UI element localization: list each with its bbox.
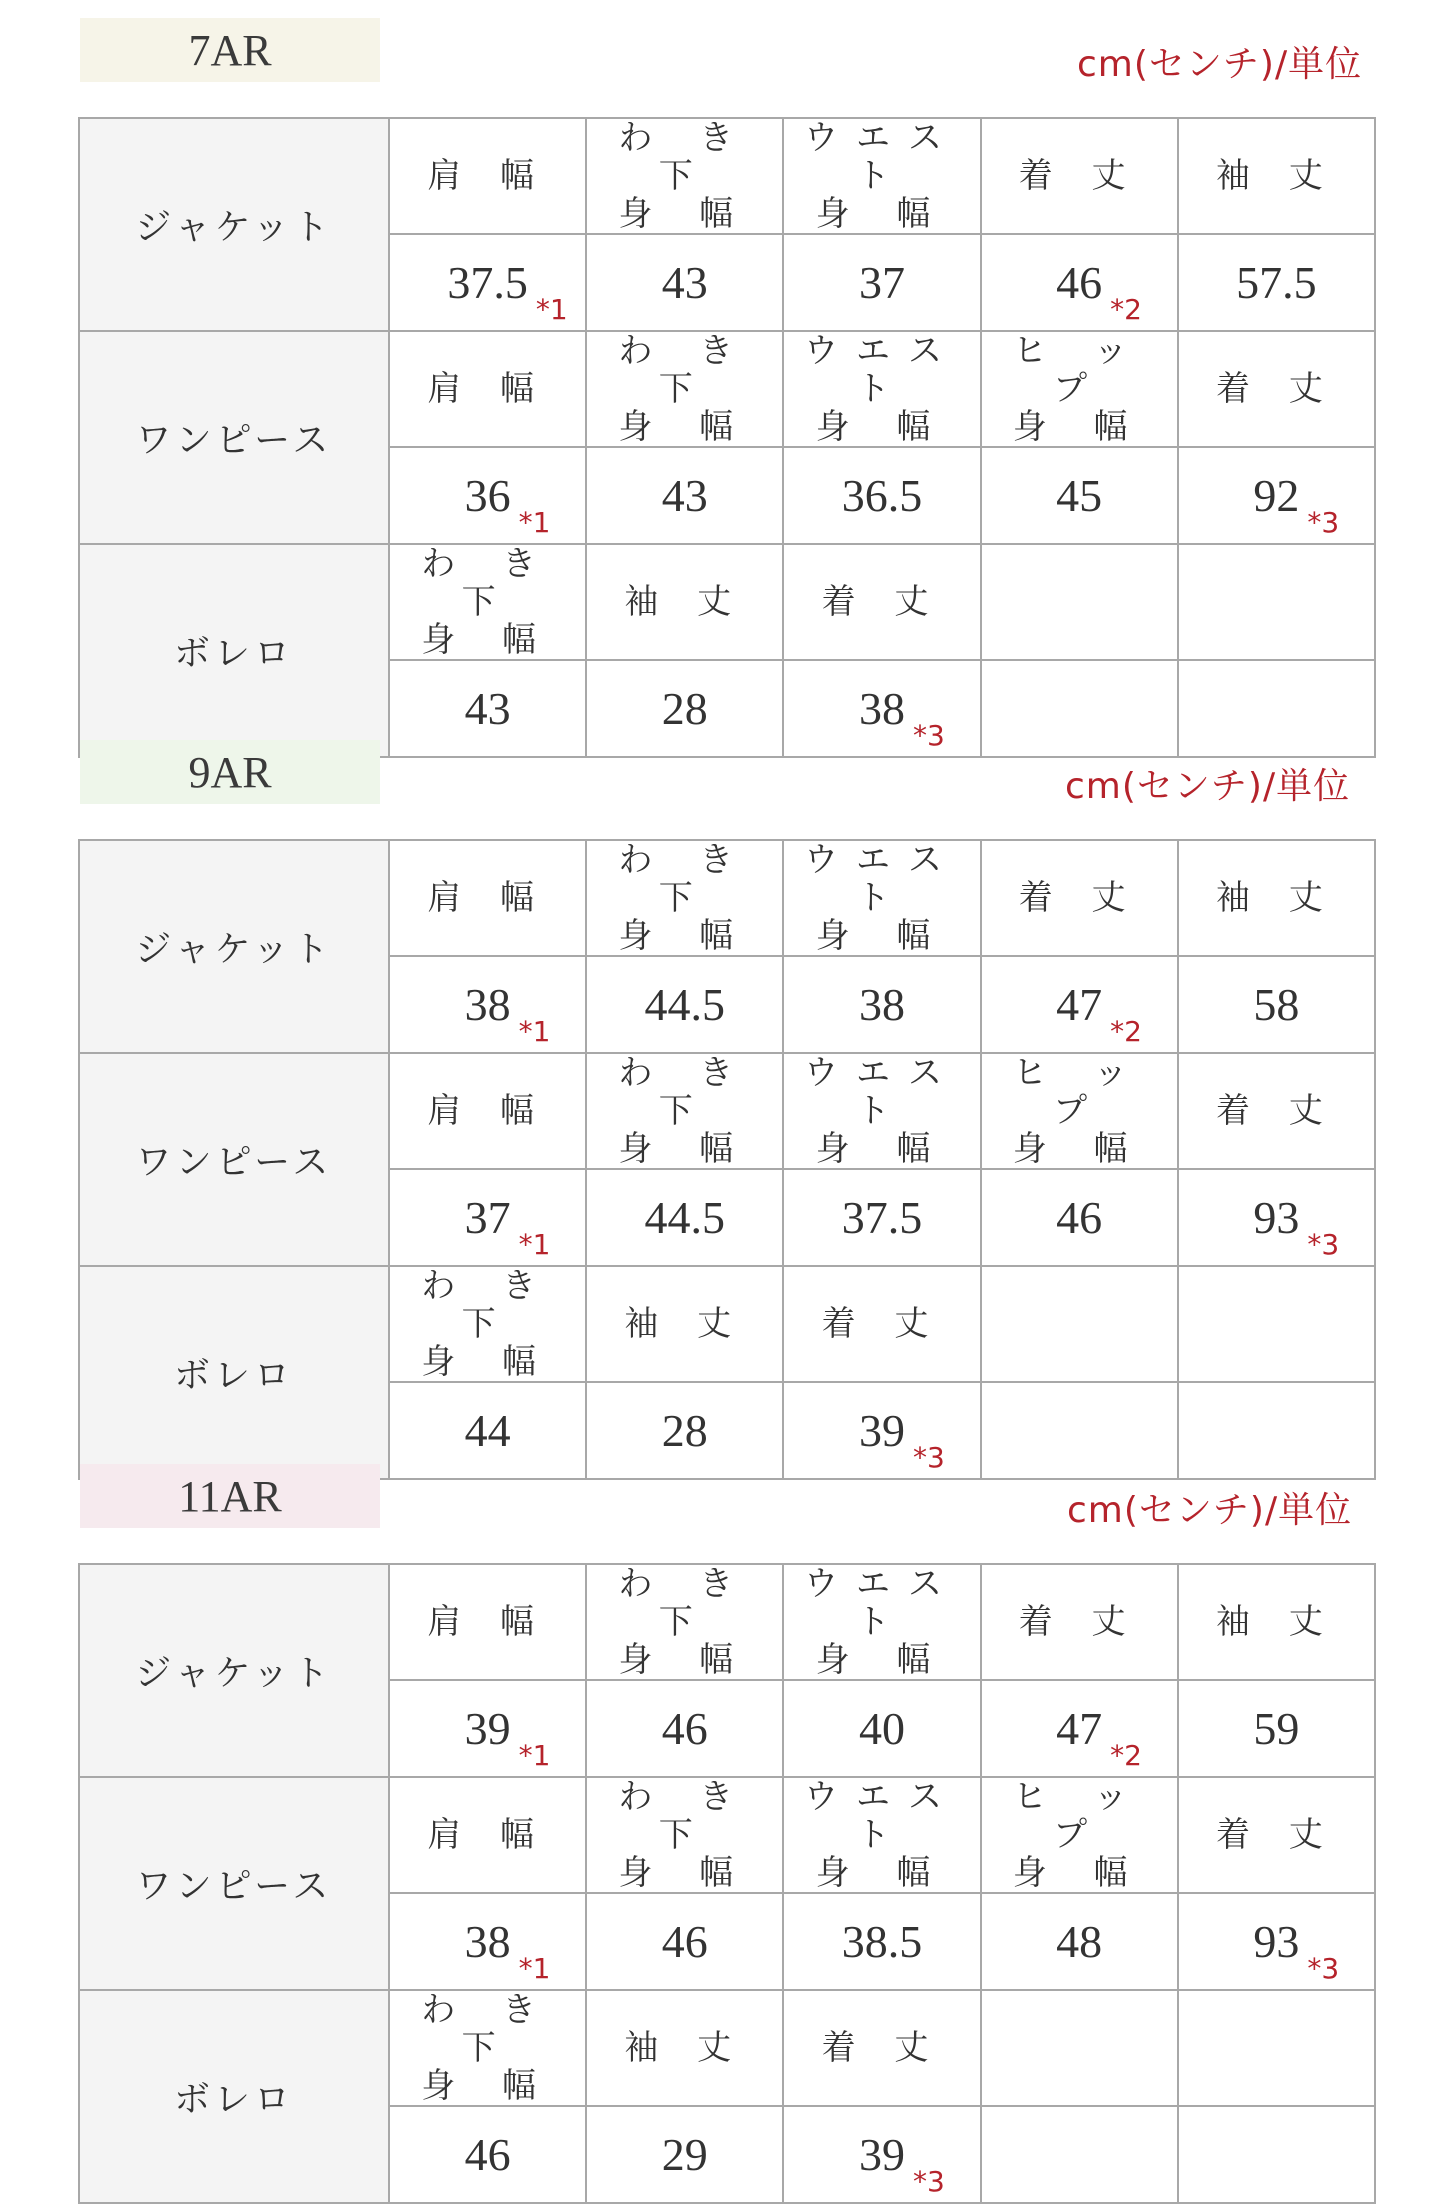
header-text: 袖 丈: [1215, 1602, 1337, 1642]
measurement-value: 46: [661, 1703, 708, 1754]
measurement-header: [783, 544, 980, 660]
header-text: わ き 下: [618, 1564, 752, 1642]
header-row: [79, 544, 1375, 660]
measurement-value: 40: [858, 1703, 905, 1754]
header-text: 着 丈: [821, 582, 943, 622]
measurement-header: [389, 118, 586, 234]
measurement-header: [981, 1990, 1178, 2106]
header-text: ウエスト: [803, 1777, 960, 1855]
measurement-value: 38 *1: [464, 1916, 551, 1985]
measurement-value-cell: [1178, 1382, 1375, 1479]
header-text: 身 幅: [618, 1640, 752, 1680]
footnote-marker: *2: [1110, 1015, 1142, 1048]
header-row: [79, 1266, 1375, 1382]
measurement-value-cell: [586, 1893, 783, 1990]
measurement-value-cell: [389, 234, 586, 331]
measurement-header: [783, 1564, 980, 1680]
measurement-header: [586, 1564, 783, 1680]
measurement-header: [1178, 118, 1375, 234]
measurement-header: [981, 1564, 1178, 1680]
measurement-value: 92 *3: [1253, 470, 1340, 539]
measurement-header: [389, 1053, 586, 1169]
measurement-value: 36.5: [841, 470, 923, 521]
unit-label: cm(センチ)/単位: [1077, 44, 1363, 85]
size-label: 9AR: [80, 740, 380, 804]
measurement-value-cell: [981, 1680, 1178, 1777]
measurement-value-cell: [783, 1893, 980, 1990]
header-text: ヒ ッ プ: [1012, 1053, 1146, 1131]
header-row: [79, 840, 1375, 956]
measurement-table: [78, 1563, 1376, 2204]
header-text: 肩 幅: [427, 1815, 548, 1855]
measurement-value-cell: [783, 2106, 980, 2203]
measurement-table: [78, 839, 1376, 1480]
measurement-header: [389, 840, 586, 956]
measurement-header: [783, 331, 980, 447]
header-text: 肩 幅: [427, 1091, 548, 1131]
measurement-value-cell: [586, 234, 783, 331]
header-text: 着 丈: [821, 1304, 943, 1344]
header-text: 身 幅: [421, 1342, 554, 1382]
header-text: 身 幅: [815, 194, 949, 234]
header-text: わ き 下: [421, 544, 554, 622]
footnote-marker: *3: [1307, 1228, 1340, 1261]
measurement-value-cell: [783, 956, 980, 1053]
measurement-value: 37.5 *1: [447, 257, 568, 326]
unit-label: cm(センチ)/単位: [1067, 1490, 1353, 1531]
header-text: 身 幅: [618, 407, 752, 447]
header-row: [79, 1777, 1375, 1893]
garment-category: ボレロ: [79, 544, 389, 757]
header-text: 着 丈: [1215, 369, 1337, 409]
header-text: ウエスト: [803, 1564, 960, 1642]
measurement-header: [783, 1266, 980, 1382]
measurement-value-cell: [1178, 660, 1375, 757]
measurement-value-cell: [389, 1169, 586, 1266]
garment-category: ジャケット: [79, 118, 389, 331]
measurement-value: 47 *2: [1056, 979, 1142, 1048]
measurement-value: 36 *1: [464, 470, 551, 539]
measurement-value-cell: [783, 234, 980, 331]
measurement-value: 38 *3: [858, 683, 945, 752]
measurement-header: [389, 544, 586, 660]
header-text: 袖 丈: [1215, 156, 1337, 196]
footnote-marker: *1: [518, 1952, 551, 1985]
measurement-header: [981, 840, 1178, 956]
header-text: 身 幅: [815, 1640, 949, 1680]
garment-category: ボレロ: [79, 1990, 389, 2203]
header-text: 身 幅: [618, 1853, 752, 1893]
measurement-value-cell: [586, 956, 783, 1053]
measurement-header: [586, 118, 783, 234]
measurement-header: [783, 1053, 980, 1169]
header-text: わ き 下: [421, 1990, 554, 2068]
measurement-value-cell: [389, 660, 586, 757]
measurement-header: [1178, 1053, 1375, 1169]
header-text: 身 幅: [815, 407, 949, 447]
measurement-header: [981, 544, 1178, 660]
header-text: 肩 幅: [427, 1602, 548, 1642]
measurement-value-cell: [1178, 956, 1375, 1053]
header-row: [79, 331, 1375, 447]
measurement-header: [586, 1990, 783, 2106]
measurement-header: [586, 331, 783, 447]
measurement-value-cell: [981, 1893, 1178, 1990]
measurement-header: [981, 1777, 1178, 1893]
size-label: 7AR: [80, 18, 380, 82]
measurement-header: [783, 840, 980, 956]
header-text: ウエスト: [803, 331, 960, 409]
header-text: 肩 幅: [427, 156, 548, 196]
header-text: 着 丈: [821, 2028, 943, 2068]
measurement-value: 43: [661, 470, 708, 521]
header-text: 着 丈: [1018, 1602, 1140, 1642]
measurement-value-cell: [389, 1680, 586, 1777]
header-text: 身 幅: [815, 1853, 949, 1893]
measurement-value-cell: [783, 1680, 980, 1777]
size-label: 11AR: [80, 1464, 380, 1528]
measurement-value-cell: [1178, 2106, 1375, 2203]
measurement-value: 46 *2: [1056, 257, 1142, 326]
measurement-value: 93 *3: [1253, 1916, 1340, 1985]
footnote-marker: *3: [912, 719, 945, 752]
measurement-value-cell: [1178, 1893, 1375, 1990]
footnote-marker: *1: [518, 506, 551, 539]
measurement-header: [586, 1777, 783, 1893]
garment-category: ジャケット: [79, 840, 389, 1053]
measurement-header: [981, 1053, 1178, 1169]
measurement-header: [586, 840, 783, 956]
header-text: わ き 下: [618, 1777, 752, 1855]
measurement-header: [783, 118, 980, 234]
measurement-value-cell: [783, 660, 980, 757]
measurement-header: [389, 331, 586, 447]
header-text: わ き 下: [618, 1053, 752, 1131]
measurement-value: 28: [661, 683, 708, 734]
measurement-value: 57.5: [1236, 257, 1317, 308]
measurement-header: [389, 1266, 586, 1382]
unit-label: cm(センチ)/単位: [1065, 766, 1351, 807]
measurement-header: [1178, 1564, 1375, 1680]
footnote-marker: *2: [1110, 1739, 1142, 1772]
measurement-value: 45: [1056, 470, 1103, 521]
measurement-header: [783, 1990, 980, 2106]
header-text: 身 幅: [618, 916, 752, 956]
footnote-marker: *3: [1307, 1952, 1340, 1985]
measurement-value: 28: [661, 1405, 708, 1456]
measurement-header: [389, 1990, 586, 2106]
measurement-header: [586, 1266, 783, 1382]
measurement-header: [1178, 1777, 1375, 1893]
measurement-value: 44.5: [644, 979, 726, 1030]
measurement-header: [389, 1777, 586, 1893]
measurement-value: 43: [464, 683, 511, 734]
measurement-header: [981, 118, 1178, 234]
garment-category: ワンピース: [79, 1053, 389, 1266]
measurement-value-cell: [586, 1382, 783, 1479]
header-text: 着 丈: [1018, 878, 1140, 918]
footnote-marker: *3: [1307, 506, 1340, 539]
header-text: わ き 下: [618, 118, 752, 196]
measurement-value-cell: [586, 1169, 783, 1266]
footnote-marker: *2: [1110, 293, 1142, 326]
measurement-value: 37: [858, 257, 905, 308]
measurement-value: 46: [464, 2129, 511, 2180]
measurement-value-cell: [389, 447, 586, 544]
footnote-marker: *3: [912, 2165, 945, 2198]
header-text: わ き 下: [618, 840, 752, 918]
header-text: 袖 丈: [624, 582, 746, 622]
header-text: 身 幅: [815, 916, 949, 956]
header-text: 身 幅: [815, 1129, 949, 1169]
measurement-value-cell: [1178, 447, 1375, 544]
header-text: ヒ ッ プ: [1012, 1777, 1146, 1855]
measurement-value-cell: [1178, 1680, 1375, 1777]
measurement-value: 46: [1056, 1192, 1103, 1243]
header-text: 着 丈: [1018, 156, 1140, 196]
footnote-marker: *3: [912, 1441, 945, 1474]
footnote-marker: *1: [535, 293, 568, 326]
measurement-value: 38.5: [841, 1916, 923, 1967]
header-text: 身 幅: [618, 194, 752, 234]
measurement-header: [389, 1564, 586, 1680]
measurement-value-cell: [389, 1893, 586, 1990]
measurement-header: [783, 1777, 980, 1893]
garment-category: ボレロ: [79, 1266, 389, 1479]
header-row: [79, 1053, 1375, 1169]
garment-category: ワンピース: [79, 331, 389, 544]
header-text: 身 幅: [1012, 1853, 1146, 1893]
measurement-value-cell: [981, 234, 1178, 331]
measurement-header: [1178, 1990, 1375, 2106]
measurement-value: 44.5: [644, 1192, 726, 1243]
measurement-value: 47 *2: [1056, 1703, 1142, 1772]
measurement-value: 46: [661, 1916, 708, 1967]
measurement-value: 58: [1253, 979, 1300, 1030]
header-text: わ き 下: [421, 1266, 554, 1344]
header-text: 身 幅: [421, 2066, 554, 2106]
header-text: 身 幅: [618, 1129, 752, 1169]
measurement-header: [1178, 840, 1375, 956]
header-text: ヒ ッ プ: [1012, 331, 1146, 409]
header-text: 身 幅: [1012, 407, 1146, 447]
measurement-header: [586, 544, 783, 660]
measurement-value: 48: [1056, 1916, 1103, 1967]
measurement-value-cell: [981, 956, 1178, 1053]
footnote-marker: *1: [518, 1228, 551, 1261]
measurement-value-cell: [586, 660, 783, 757]
header-row: [79, 118, 1375, 234]
header-text: 袖 丈: [624, 1304, 746, 1344]
header-row: [79, 1564, 1375, 1680]
measurement-value-cell: [1178, 1169, 1375, 1266]
measurement-header: [1178, 331, 1375, 447]
header-text: 肩 幅: [427, 369, 548, 409]
header-text: 身 幅: [1012, 1129, 1146, 1169]
measurement-value-cell: [981, 660, 1178, 757]
measurement-value-cell: [981, 447, 1178, 544]
measurement-value-cell: [389, 956, 586, 1053]
measurement-value-cell: [783, 1169, 980, 1266]
measurement-value: 39 *3: [858, 2129, 945, 2198]
measurement-value: 93 *3: [1253, 1192, 1340, 1261]
measurement-value-cell: [981, 2106, 1178, 2203]
measurement-value-cell: [586, 447, 783, 544]
header-text: 着 丈: [1215, 1091, 1337, 1131]
measurement-value-cell: [783, 447, 980, 544]
header-text: ウエスト: [803, 1053, 960, 1131]
measurement-value-cell: [1178, 234, 1375, 331]
measurement-value-cell: [389, 1382, 586, 1479]
header-text: ウエスト: [803, 118, 960, 196]
header-text: ウエスト: [803, 840, 960, 918]
header-text: 身 幅: [421, 620, 554, 660]
footnote-marker: *1: [518, 1015, 551, 1048]
measurement-value: 37.5: [841, 1192, 923, 1243]
measurement-value: 37 *1: [464, 1192, 551, 1261]
header-text: 着 丈: [1215, 1815, 1337, 1855]
measurement-value: 39 *3: [858, 1405, 945, 1474]
measurement-value-cell: [586, 2106, 783, 2203]
measurement-value: 44: [464, 1405, 511, 1456]
measurement-header: [1178, 544, 1375, 660]
header-text: 肩 幅: [427, 878, 548, 918]
measurement-header: [586, 1053, 783, 1169]
garment-category: ワンピース: [79, 1777, 389, 1990]
measurement-value-cell: [783, 1382, 980, 1479]
garment-category: ジャケット: [79, 1564, 389, 1777]
measurement-value: 38 *1: [464, 979, 551, 1048]
header-text: 袖 丈: [624, 2028, 746, 2068]
footnote-marker: *1: [518, 1739, 551, 1772]
header-text: 袖 丈: [1215, 878, 1337, 918]
measurement-value: 38: [858, 979, 905, 1030]
measurement-header: [981, 331, 1178, 447]
measurement-value: 29: [661, 2129, 708, 2180]
measurement-header: [981, 1266, 1178, 1382]
measurement-value: 43: [661, 257, 708, 308]
measurement-value-cell: [586, 1680, 783, 1777]
measurement-value-cell: [389, 2106, 586, 2203]
measurement-value-cell: [981, 1169, 1178, 1266]
header-text: わ き 下: [618, 331, 752, 409]
header-row: [79, 1990, 1375, 2106]
measurement-value: 39 *1: [464, 1703, 551, 1772]
measurement-table: [78, 117, 1376, 758]
measurement-header: [1178, 1266, 1375, 1382]
measurement-value: 59: [1253, 1703, 1300, 1754]
measurement-value-cell: [981, 1382, 1178, 1479]
